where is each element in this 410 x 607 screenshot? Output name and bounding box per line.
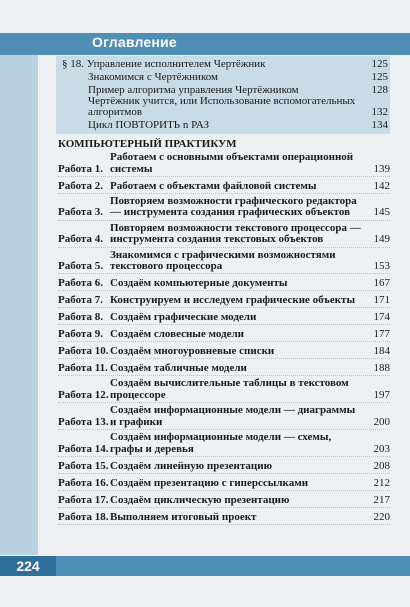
page-number: 128 [371, 83, 388, 96]
work-number: Работа 10. [58, 345, 109, 358]
work-number: Работа 11. [58, 362, 108, 375]
entry-title: Знакомимся с графическими возможностями текстового процессора [110, 248, 336, 273]
entry-title: Создаём информационные модели — диаграммы и графики [110, 404, 356, 428]
work-number: Работа 9. [58, 328, 103, 341]
footer-bar [0, 556, 410, 576]
page-number: 139 [373, 162, 390, 175]
entry-title: Создаём компьютерные документы [110, 277, 288, 290]
page-number: 125 [371, 70, 388, 83]
toc-entry-sub [58, 119, 388, 132]
entry-title: Создаём презентацию с гиперссылками [110, 476, 309, 489]
page-number: 134 [371, 119, 388, 132]
work-number: Работа 16. [58, 476, 109, 489]
page-number: 171 [373, 294, 390, 307]
page-number: 212 [373, 476, 390, 489]
work-number: Работа 15. [58, 459, 109, 472]
entry-title: Создаём циклическую презентацию [110, 493, 290, 506]
work-number: Работа 1. [58, 162, 103, 175]
work-number: Работа 8. [58, 311, 103, 324]
work-number: Работа 18. [58, 510, 109, 523]
page-number: 188 [373, 362, 390, 375]
page-number: 217 [373, 493, 390, 506]
work-number: Работа 2. [58, 179, 103, 192]
entry-title: Создаём словесные модели [110, 328, 245, 341]
work-number: Работа 12. [58, 388, 109, 401]
toc-entry-work [58, 276, 390, 291]
entry-title: Выполняем итоговый проект [110, 510, 257, 523]
toc-entry-work [58, 310, 390, 325]
work-number: Работа 14. [58, 442, 109, 455]
page-number: 153 [373, 260, 390, 273]
page-number: 208 [373, 459, 390, 472]
work-number: Работа 6. [58, 277, 103, 290]
page-number: 203 [373, 442, 390, 455]
entry-title: Создаём табличные модели [110, 362, 247, 375]
work-number: Работа 17. [58, 493, 109, 506]
toc-entry-work [58, 405, 390, 430]
practicum-heading: КОМПЬЮТЕРНЫЙ ПРАКТИКУМ [58, 137, 237, 150]
entry-title: Создаём информационные модели — схемы, графы и деревья [110, 431, 332, 455]
entry-title: Создаём линейную презентацию [110, 459, 273, 472]
page-number-badge: 224 [0, 556, 56, 576]
toc-entry-section-18 [58, 57, 388, 70]
toc-entry-work [58, 432, 390, 457]
entry-title: Создаём графические модели [110, 311, 257, 324]
toc-entry-sub [58, 96, 388, 119]
toc-content [58, 56, 390, 525]
toc-entry-work [58, 152, 390, 177]
toc-entry-sub [58, 70, 388, 83]
toc-entry-work [58, 327, 390, 342]
entry-title: Знакомимся с Чертёжником [88, 70, 218, 83]
entry-title: Цикл ПОВТОРИТЬ n РАЗ [88, 119, 209, 132]
entry-title: Создаём многоуровневые списки [110, 345, 275, 358]
toc-entry-work [58, 459, 390, 474]
page-number: 197 [373, 388, 390, 401]
side-strip [0, 55, 38, 555]
entry-title: Конструируем и исследуем графические объекты [110, 294, 356, 307]
toc-entry-work [58, 510, 390, 525]
entry-title: Работаем с основными объектами операционной системы [110, 151, 354, 175]
toc-entry-work [58, 344, 390, 359]
page-number: 142 [373, 179, 390, 192]
page-number: 149 [373, 233, 390, 246]
entry-title: Создаём вычислительные таблицы в текстовом процессоре [110, 377, 349, 401]
section-title: Управление исполнителем Чертёжник [86, 57, 266, 70]
toc-entry-work [58, 476, 390, 491]
page-number: 220 [373, 510, 390, 523]
section-number: § 18. [62, 57, 84, 70]
toc-entry-work [58, 179, 390, 194]
toc-entry-work [58, 361, 390, 376]
toc-entry-work [58, 378, 390, 403]
work-number: Работа 13. [58, 415, 109, 428]
work-number: Работа 5. [58, 260, 103, 273]
page-number: 174 [373, 311, 390, 324]
page-number: 177 [373, 328, 390, 341]
page-number: 145 [373, 206, 390, 219]
entry-title: Повторяем возможности текстового процессора — инструмента создания текстовых объектов [110, 221, 361, 246]
toc-entry-work [58, 250, 390, 275]
page-number: 200 [373, 415, 390, 428]
toc-entry-work [58, 293, 390, 308]
work-number: Работа 7. [58, 294, 103, 307]
work-number: Работа 4. [58, 233, 103, 246]
toc-section-18 [56, 56, 390, 134]
page-number: 132 [371, 106, 388, 119]
entry-title: Повторяем возможности графического редактора — инструмента создания графических объектов [110, 195, 357, 219]
toc-entry-work [58, 223, 390, 248]
header-bar [0, 33, 410, 55]
work-number: Работа 3. [58, 206, 103, 219]
page-title: Оглавление [92, 34, 177, 50]
entry-title: Чертёжник учится, или Использование вспомогательных алгоритмов [88, 95, 356, 119]
toc-entry-work [58, 493, 390, 508]
entry-title: Работаем с объектами файловой системы [110, 179, 317, 192]
page-number: 167 [373, 277, 390, 290]
toc-entry-work [58, 196, 390, 221]
page-number: 184 [373, 345, 390, 358]
entry-title: Пример алгоритма управления Чертёжником [88, 83, 299, 96]
page-number: 125 [371, 57, 388, 70]
